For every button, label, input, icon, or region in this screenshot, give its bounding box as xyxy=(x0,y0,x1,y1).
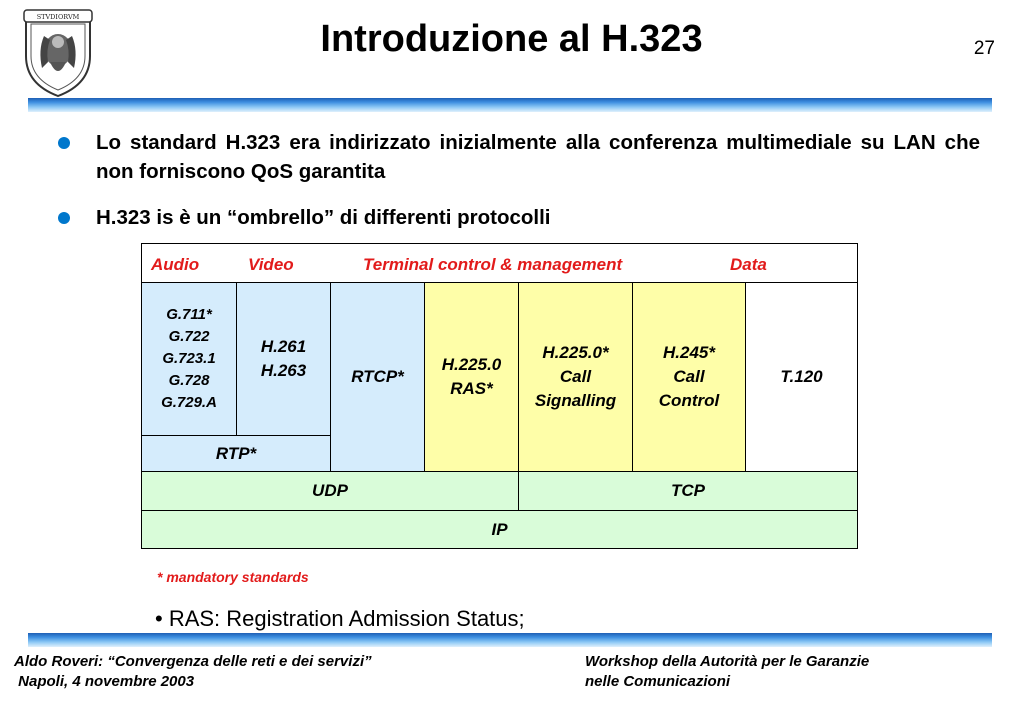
svg-text:STVDIORVM: STVDIORVM xyxy=(36,13,80,21)
footer-event-line2: nelle Comunicazioni xyxy=(585,673,731,690)
cell-udp: UDP xyxy=(141,471,519,511)
diagram-header-row xyxy=(141,243,858,283)
header-data: Data xyxy=(730,255,767,274)
cell-audio-codecs: G.711* G.722 G.723.1 G.728 G.729.A xyxy=(141,282,237,436)
cell-ip: IP xyxy=(141,510,858,549)
cell-tcp: TCP xyxy=(518,471,858,511)
cell-t120: T.120 xyxy=(745,282,858,472)
footer-author-line: Aldo Roveri: “Convergenza delle reti e dei servizi” xyxy=(14,653,372,670)
footer-author xyxy=(14,652,372,692)
mandatory-standards-note: * mandatory standards xyxy=(157,569,309,585)
footer-divider-bar xyxy=(28,633,992,647)
bullet-item xyxy=(58,128,980,186)
bullet-item xyxy=(58,203,980,232)
slide-title: Introduzione al H.323 xyxy=(320,18,703,60)
cell-h245-call-control: H.245* Call Control xyxy=(632,282,746,472)
header-audio: Audio xyxy=(151,255,200,274)
cell-h225-call-signalling: H.225.0* Call Signalling xyxy=(518,282,633,472)
cell-video-codecs: H.261 H.263 xyxy=(236,282,331,436)
header-video: Video xyxy=(248,255,294,274)
cell-h225-ras: H.225.0 RAS* xyxy=(424,282,519,472)
bullet-text: Lo standard H.323 era indirizzato inizialmente alla conferenza multimediale su LAN che non forniscono QoS garantita xyxy=(96,131,980,183)
cell-rtcp: RTCP* xyxy=(330,282,425,472)
footer-date-line: Napoli, 4 novembre 2003 xyxy=(14,673,195,690)
footer-event xyxy=(585,652,869,692)
bullet-dot-icon xyxy=(58,212,70,224)
header-terminal-control: Terminal control & management xyxy=(363,255,623,274)
bullet-dot-icon xyxy=(58,137,70,149)
slide-number: 27 xyxy=(973,38,995,59)
header-divider-bar xyxy=(28,98,992,112)
cell-rtp: RTP* xyxy=(141,435,331,472)
ras-definition-note: • RAS: Registration Admission Status; xyxy=(155,606,525,631)
bullet-text: H.323 is è un “ombrello” di differenti protocolli xyxy=(96,206,551,229)
footer-event-line1: Workshop della Autorità per le Garanzie xyxy=(585,653,870,670)
